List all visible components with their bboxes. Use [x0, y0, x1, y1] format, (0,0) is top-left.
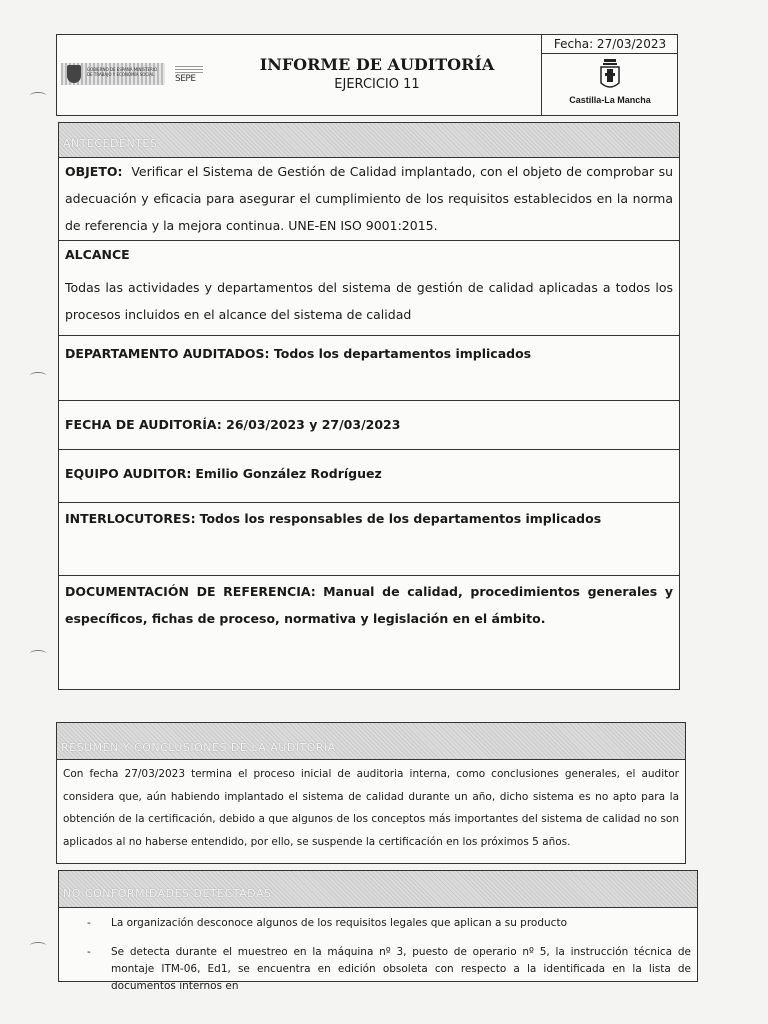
punch-mark	[30, 372, 46, 379]
coat-of-arms-icon	[67, 65, 81, 83]
resumen-text: Con fecha 27/03/2023 termina el proceso inicial de auditoria interna, como conclusiones generales, el auditor considera que, aún habiendo implantado el sistema de calidad durante un año, dicho sistema es no apto para la obtención de la certificación, debido a que algunos de los conceptos más importantes del sistema de calidad no son aplicados al no haberse entendido, por ello, se suspende la certificación en los próximos 5 años.	[63, 768, 679, 848]
interlocutores-section	[59, 503, 679, 576]
no-conformidades-box	[58, 870, 698, 992]
castilla-la-mancha-logo-icon	[598, 57, 622, 93]
departamento-section	[59, 336, 679, 401]
resumen-band	[57, 723, 685, 760]
government-logo	[61, 63, 203, 85]
alcance-text: Todas las actividades y departamentos del sistema de gestión de calidad aplicadas a todos los procesos incluidos en el alcance del sistema de calidad	[65, 280, 673, 322]
no-conformidades-list	[59, 909, 697, 995]
resumen-title: RESUMEN Y CONCLUSIONES DE LA AUDITORÍA	[61, 741, 336, 754]
list-item-text: La organización desconoce algunos de los requisitos legales que aplican a su producto	[111, 917, 567, 929]
report-title: INFORME DE AUDITORÍA	[259, 55, 495, 74]
alcance-label: ALCANCE	[65, 247, 130, 262]
report-date: Fecha: 27/03/2023	[542, 35, 678, 54]
antecedentes-title: ANTECEDENTES	[63, 137, 158, 150]
report-header	[56, 34, 678, 116]
objeto-label: OBJETO:	[65, 164, 123, 179]
documentacion-value: Manual de calidad, procedimientos generales y específicos, fichas de proceso, normativa y legislación en el ámbito.	[65, 584, 673, 626]
antecedentes-table	[58, 122, 680, 690]
resumen-box	[56, 722, 686, 864]
alcance-section	[59, 241, 679, 336]
list-item	[59, 944, 697, 995]
fecha-auditoria-text: FECHA DE AUDITORÍA: 26/03/2023 y 27/03/2023	[65, 417, 401, 432]
date-region-box	[541, 35, 678, 115]
report-subtitle: EJERCICIO 11	[334, 77, 420, 92]
punch-mark	[30, 92, 46, 99]
documentacion-section	[59, 576, 679, 689]
antecedentes-band	[59, 123, 679, 158]
punch-mark	[30, 650, 46, 657]
equipo-section	[59, 450, 679, 503]
objeto-section	[59, 158, 679, 241]
equipo-value: Emilio González Rodríguez	[195, 466, 382, 481]
fecha-auditoria-section	[59, 401, 679, 450]
region-name: Castilla-La Mancha	[569, 95, 651, 105]
interlocutores-label: INTERLOCUTORES:	[65, 511, 196, 526]
no-conformidades-title: NO CONFORMIDADES DETECTADAS	[63, 887, 272, 900]
interlocutores-value: Todos los responsables de los departamentos implicados	[199, 511, 602, 526]
list-dash: -	[87, 917, 91, 929]
documentacion-label: DOCUMENTACIÓN DE REFERENCIA:	[65, 584, 316, 599]
no-conformidades-band	[59, 871, 697, 908]
list-item-text: Se detecta durante el muestreo en la máquina nº 3, puesto de operario nº 5, la instrucción técnica de montaje ITM-06, Ed1, se encuentra en edición obsoleta con respecto a la identificada en la lista de documentos internos en	[111, 946, 691, 992]
ministry-text: GOBIERNO DE ESPAÑA MINISTERIO DE TRABAJO Y ECONOMÍA SOCIAL	[87, 67, 158, 77]
punch-mark	[30, 942, 46, 949]
sepe-text: SEPE	[175, 74, 196, 84]
sepe-logo	[175, 63, 203, 85]
list-item	[59, 915, 697, 932]
list-dash: -	[87, 946, 91, 958]
equipo-label: EQUIPO AUDITOR:	[65, 466, 192, 481]
departamento-text: DEPARTAMENTO AUDITADOS: Todos los departamentos implicados	[65, 346, 532, 361]
objeto-text: Verificar el Sistema de Gestión de Calidad implantado, con el objeto de comprobar su adecuación y eficacia para asegurar el cumplimiento de los requisitos establecidos en la norma de referencia y la mejora continua. UNE-EN ISO 9001:2015.	[65, 164, 673, 233]
